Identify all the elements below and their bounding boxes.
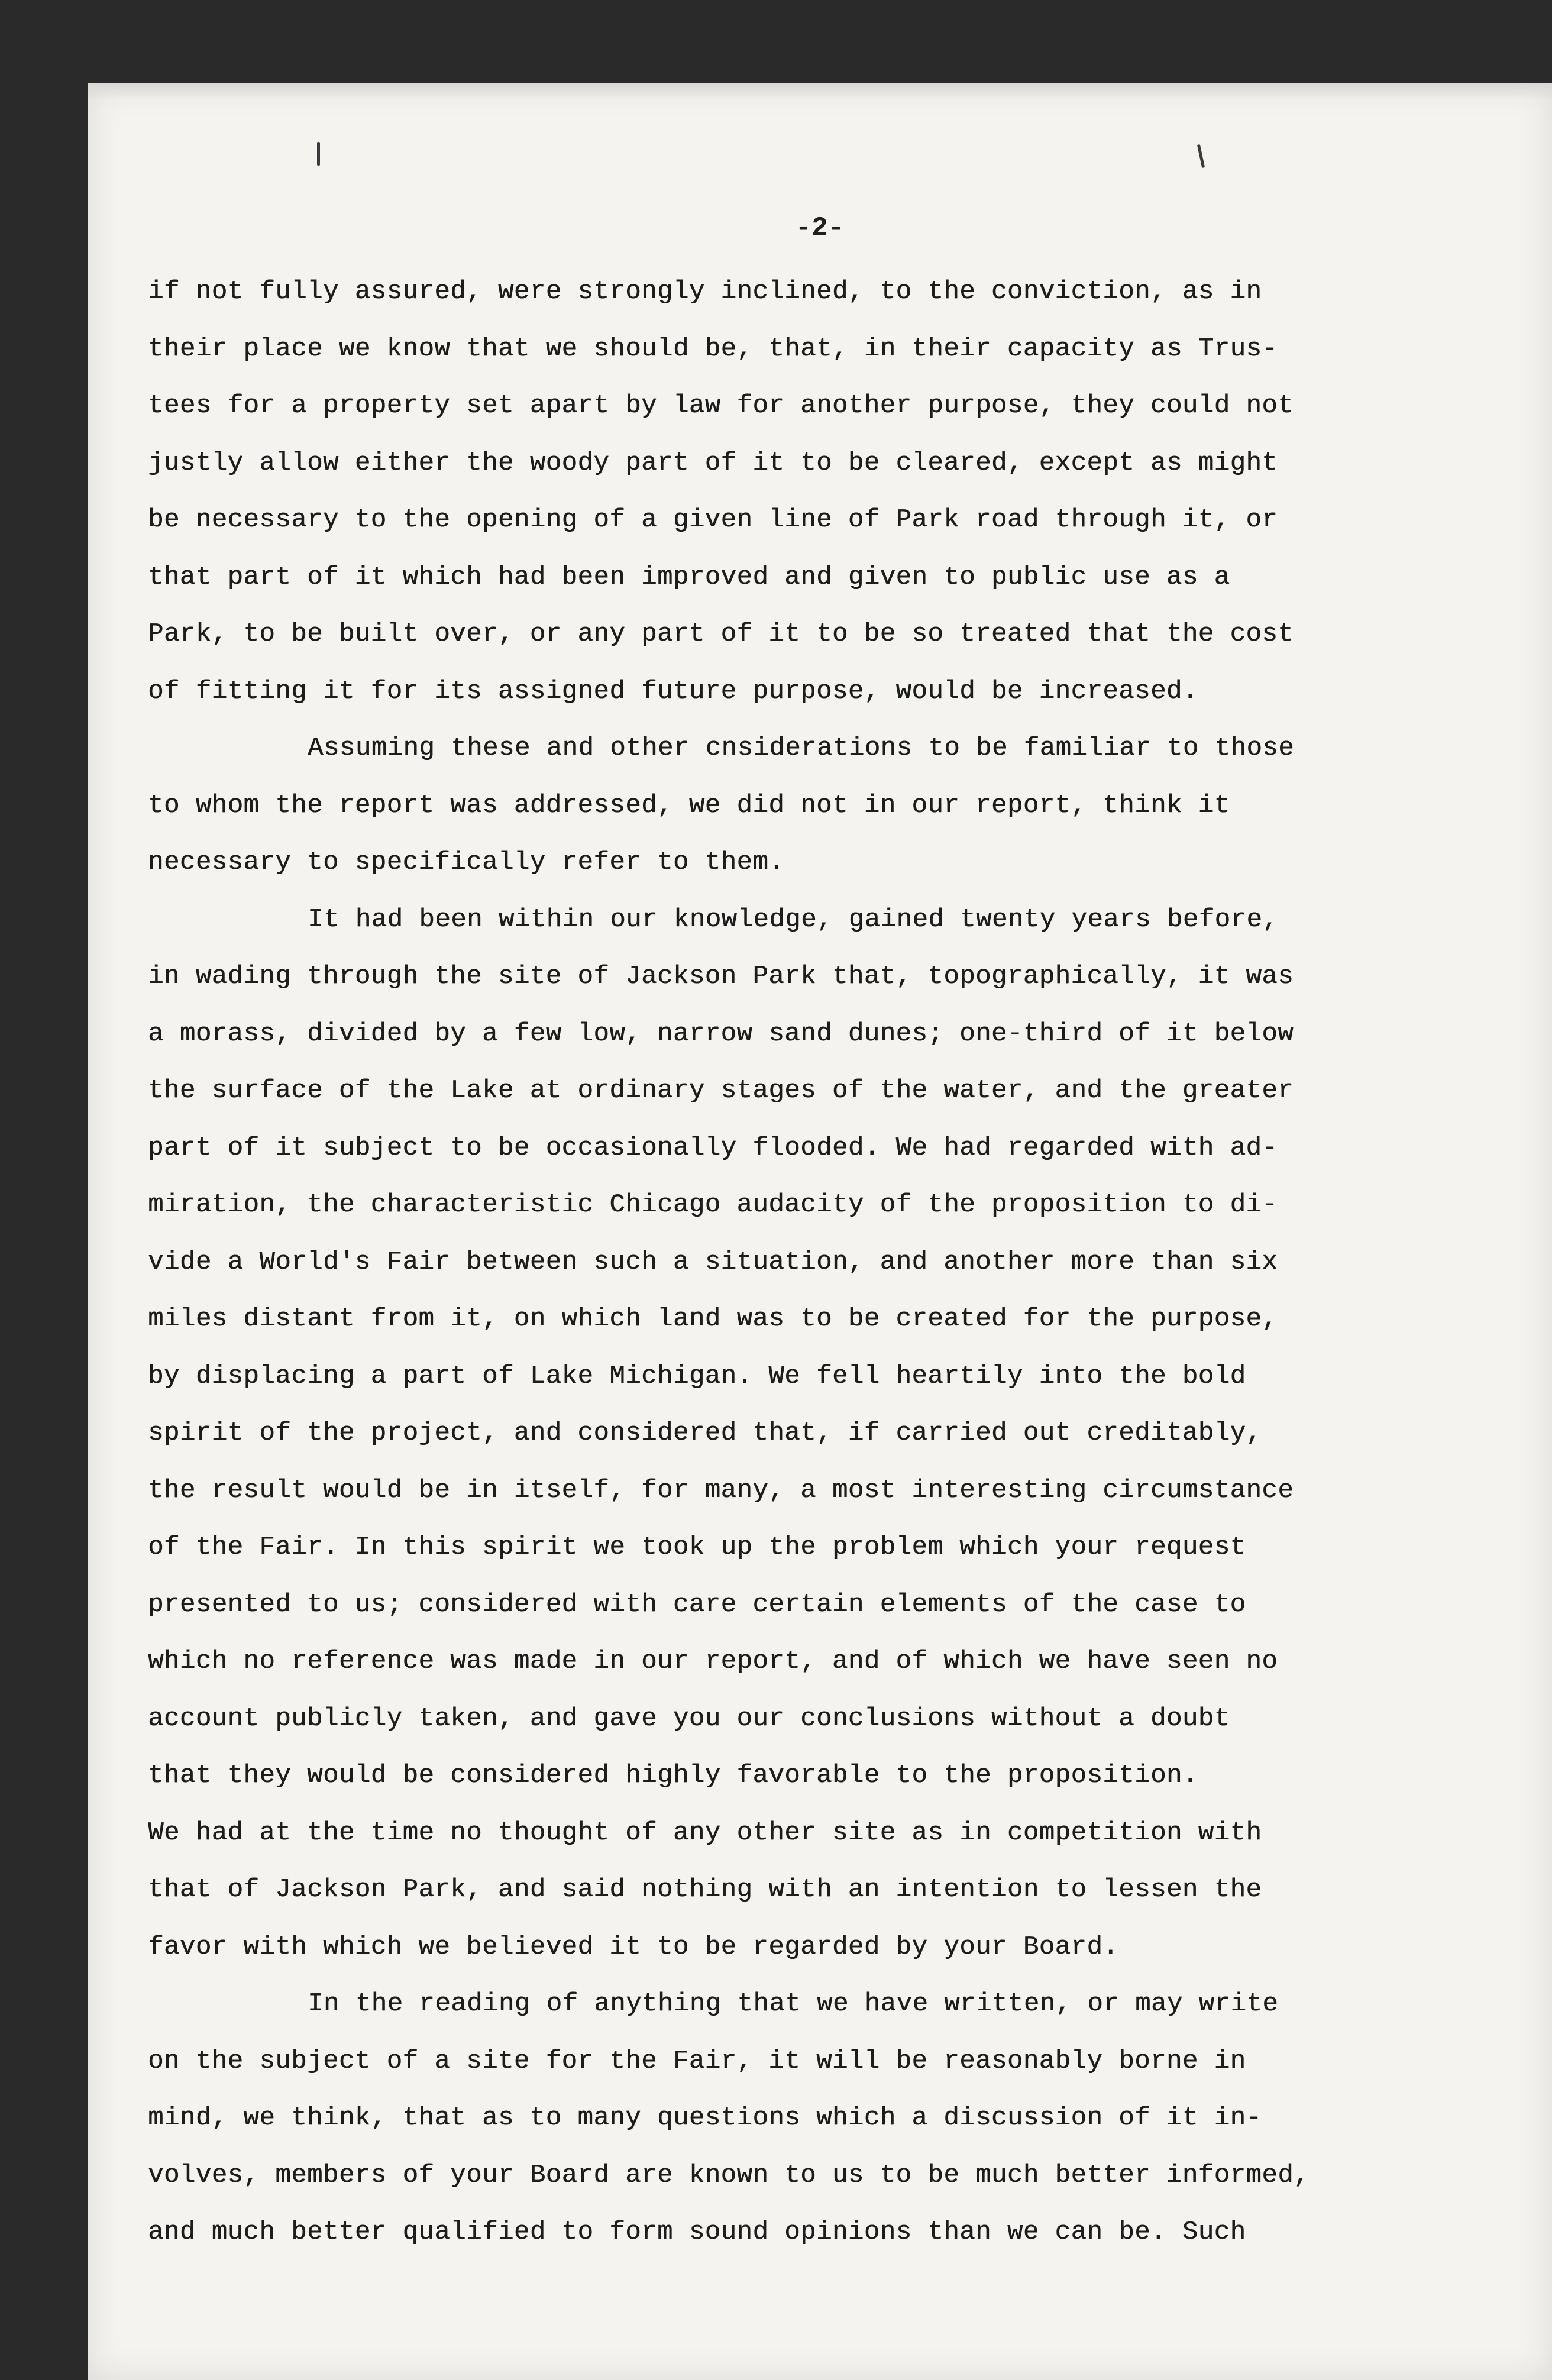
text-line: mind, we think, that as to many questions which a discussion of it in- xyxy=(148,2103,1262,2133)
text-line: presented to us; considered with care certain elements of the case to xyxy=(148,1589,1246,1619)
text-line: vide a World's Fair between such a situation, and another more than six xyxy=(148,1247,1278,1277)
text-line: a morass, divided by a few low, narrow sand dunes; one-third of it below xyxy=(148,1018,1294,1049)
text-line: of fitting it for its assigned future purpose, would be increased. xyxy=(148,676,1198,706)
text-line: by displacing a part of Lake Michigan. We fell heartily into the bold xyxy=(148,1361,1246,1391)
text-line: Park, to be built over, or any part of it to be so treated that the cost xyxy=(148,619,1294,649)
text-line: account publicly taken, and gave you our conclusions without a doubt xyxy=(148,1703,1230,1734)
text-line: and much better qualified to form sound opinions than we can be. Such xyxy=(148,2217,1246,2247)
binding-mark-left xyxy=(317,142,320,166)
text-line: It had been within our knowledge, gained twenty years before, xyxy=(308,904,1279,934)
page-edge-shadow xyxy=(88,83,1552,99)
text-line: spirit of the project, and considered that, if carried out creditably, xyxy=(148,1418,1262,1448)
document-page xyxy=(88,83,1552,2380)
text-line: if not fully assured, were strongly inclined, to the conviction, as in xyxy=(148,277,1262,306)
text-line: the result would be in itself, for many, a most interesting circumstance xyxy=(148,1475,1294,1505)
text-line: that of Jackson Park, and said nothing with an intention to lessen the xyxy=(148,1875,1262,1904)
text-line: favor with which we believed it to be regarded by your Board. xyxy=(148,1932,1119,1962)
text-line: tees for a property set apart by law for another purpose, they could not xyxy=(148,391,1294,421)
binding-mark-right xyxy=(1197,144,1205,168)
text-line: We had at the time no thought of any other site as in competition with xyxy=(148,1818,1262,1848)
text-line: their place we know that we should be, that, in their capacity as Trus- xyxy=(148,334,1278,364)
text-line: that part of it which had been improved and given to public use as a xyxy=(148,562,1230,592)
text-line: In the reading of anything that we have written, or may write xyxy=(308,1989,1279,2019)
text-line: of the Fair. In this spirit we took up the problem which your request xyxy=(148,1532,1246,1562)
text-line: Assuming these and other cnsiderations to be familiar to those xyxy=(308,733,1295,763)
text-line: miration, the characteristic Chicago audacity of the proposition to di- xyxy=(148,1190,1278,1220)
text-line: that they would be considered highly favorable to the proposition. xyxy=(148,1761,1198,1790)
text-line: necessary to specifically refer to them. xyxy=(148,848,785,877)
text-line: justly allow either the woody part of it to be cleared, except as might xyxy=(148,448,1278,478)
text-line: be necessary to the opening of a given line of Park road through it, or xyxy=(148,505,1278,535)
page-number: -2- xyxy=(795,213,845,244)
text-line: the surface of the Lake at ordinary stages of the water, and the greater xyxy=(148,1076,1294,1105)
text-line: to whom the report was addressed, we did not in our report, think it xyxy=(148,790,1230,820)
text-line: on the subject of a site for the Fair, it will be reasonably borne in xyxy=(148,2046,1246,2076)
text-line: miles distant from it, on which land was to be created for the purpose, xyxy=(148,1304,1278,1334)
body-text xyxy=(148,263,1532,2261)
text-line: which no reference was made in our report, and of which we have seen no xyxy=(148,1647,1278,1676)
text-line: in wading through the site of Jackson Park that, topographically, it was xyxy=(148,962,1294,991)
text-line: volves, members of your Board are known to us to be much better informed, xyxy=(148,2160,1310,2190)
text-line: part of it subject to be occasionally flooded. We had regarded with ad- xyxy=(148,1133,1278,1163)
